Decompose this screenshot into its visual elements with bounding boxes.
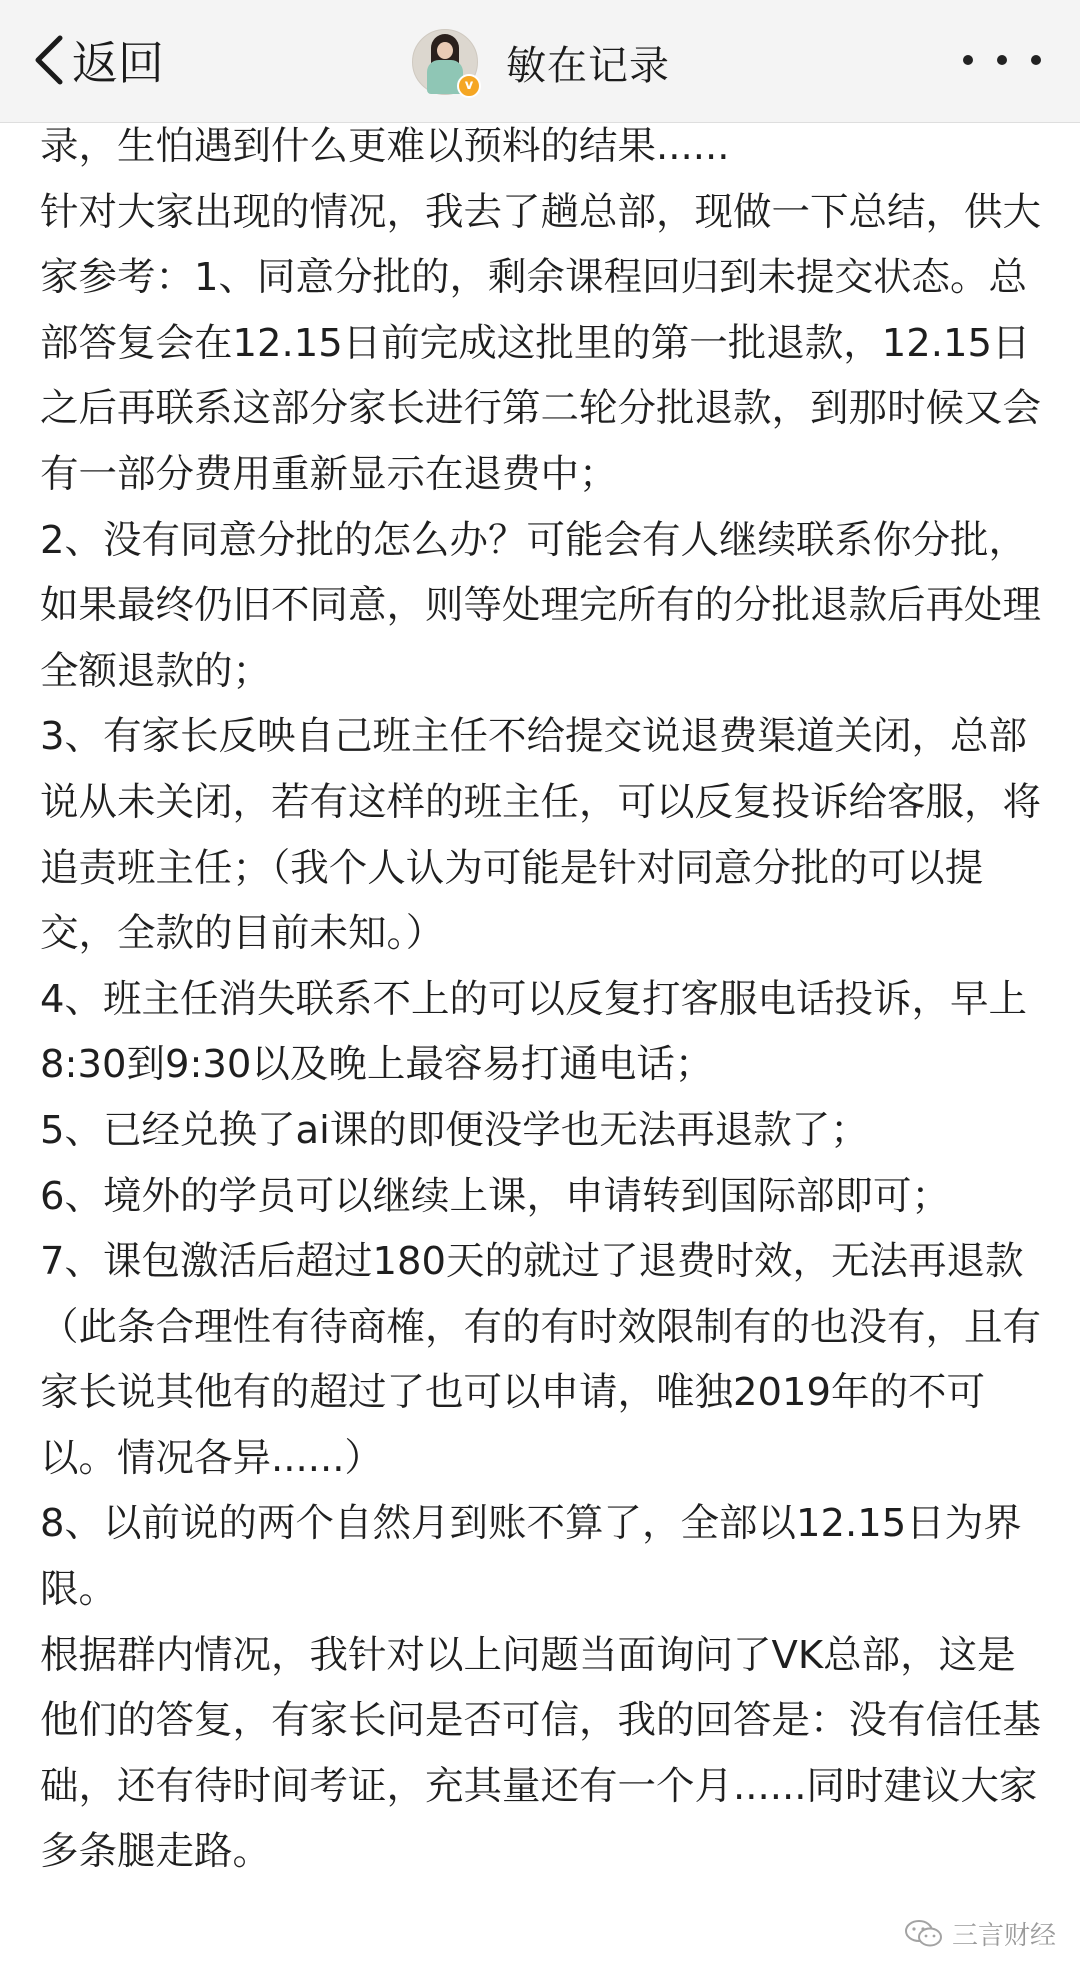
post-paragraph: 8、以前说的两个自然月到账不算了，全部以12.15日为界限。 <box>40 1501 1022 1613</box>
post-paragraph: 录，生怕遇到什么更难以预料的结果...... <box>40 124 730 169</box>
post-body <box>40 114 1050 1885</box>
post-paragraph: 6、境外的学员可以继续上课，申请转到国际部即可； <box>40 1173 950 1219</box>
post-paragraph: 根据群内情况，我针对以上问题当面询问了VK总部，这是他们的答复，有家长问是否可信，我的回答是：没有信任基础，还有待时间考证，充其量还有一个月......同时建议大家多条腿走路。 <box>40 1632 1042 1875</box>
post-paragraph: 7、课包激活后超过180天的就过了退费时效，无法再退款（此条合理性有待商榷，有的有时效限制有的也没有，且有家长说其他有的超过了也可以申请，唯独2019年的不可以。情况各异......） <box>40 1239 1042 1481</box>
more-dots-icon[interactable] <box>954 40 1050 80</box>
back-button[interactable] <box>28 28 164 92</box>
back-label: 返回 <box>72 36 164 90</box>
chevron-left-icon <box>28 28 70 92</box>
post-paragraph: 4、班主任消失联系不上的可以反复打客服电话投诉，早上8:30到9:30以及晚上最容易打通电话； <box>40 976 1027 1088</box>
post-paragraph: 3、有家长反映自己班主任不给提交说退费渠道关闭，总部说从未关闭，若有这样的班主任，可以反复投诉给客服，将追责班主任；（我个人认为可能是针对同意分批的可以提交，全款的目前未知。） <box>40 714 1042 957</box>
post-paragraph: 2、没有同意分批的怎么办？可能会有人继续联系你分批，如果最终仍旧不同意，则等处理完所有的分批退款后再处理全额退款的； <box>40 517 1042 694</box>
avatar[interactable] <box>412 29 478 95</box>
post-paragraph: 针对大家出现的情况，我去了趟总部，现做一下总结，供大家参考：1、同意分批的，剩余课程回归到未提交状态。总部答复会在12.15日前完成这批里的第一批退款，12.15日之后再联系这部分家长进行第二轮分批退款，到那时候又会有一部分费用重新显示在退费中； <box>40 189 1042 497</box>
post-paragraph: 5、已经兑换了ai课的即便没学也无法再退款了； <box>40 1107 869 1153</box>
wechat-icon <box>904 1919 944 1949</box>
top-navigation-bar <box>0 0 1080 123</box>
account-name: 敏在记录 <box>506 42 670 89</box>
watermark-text: 三言财经 <box>951 1921 1056 1951</box>
verified-badge-icon: v <box>457 74 481 98</box>
account-header[interactable] <box>412 22 670 102</box>
watermark <box>904 1915 1056 1952</box>
